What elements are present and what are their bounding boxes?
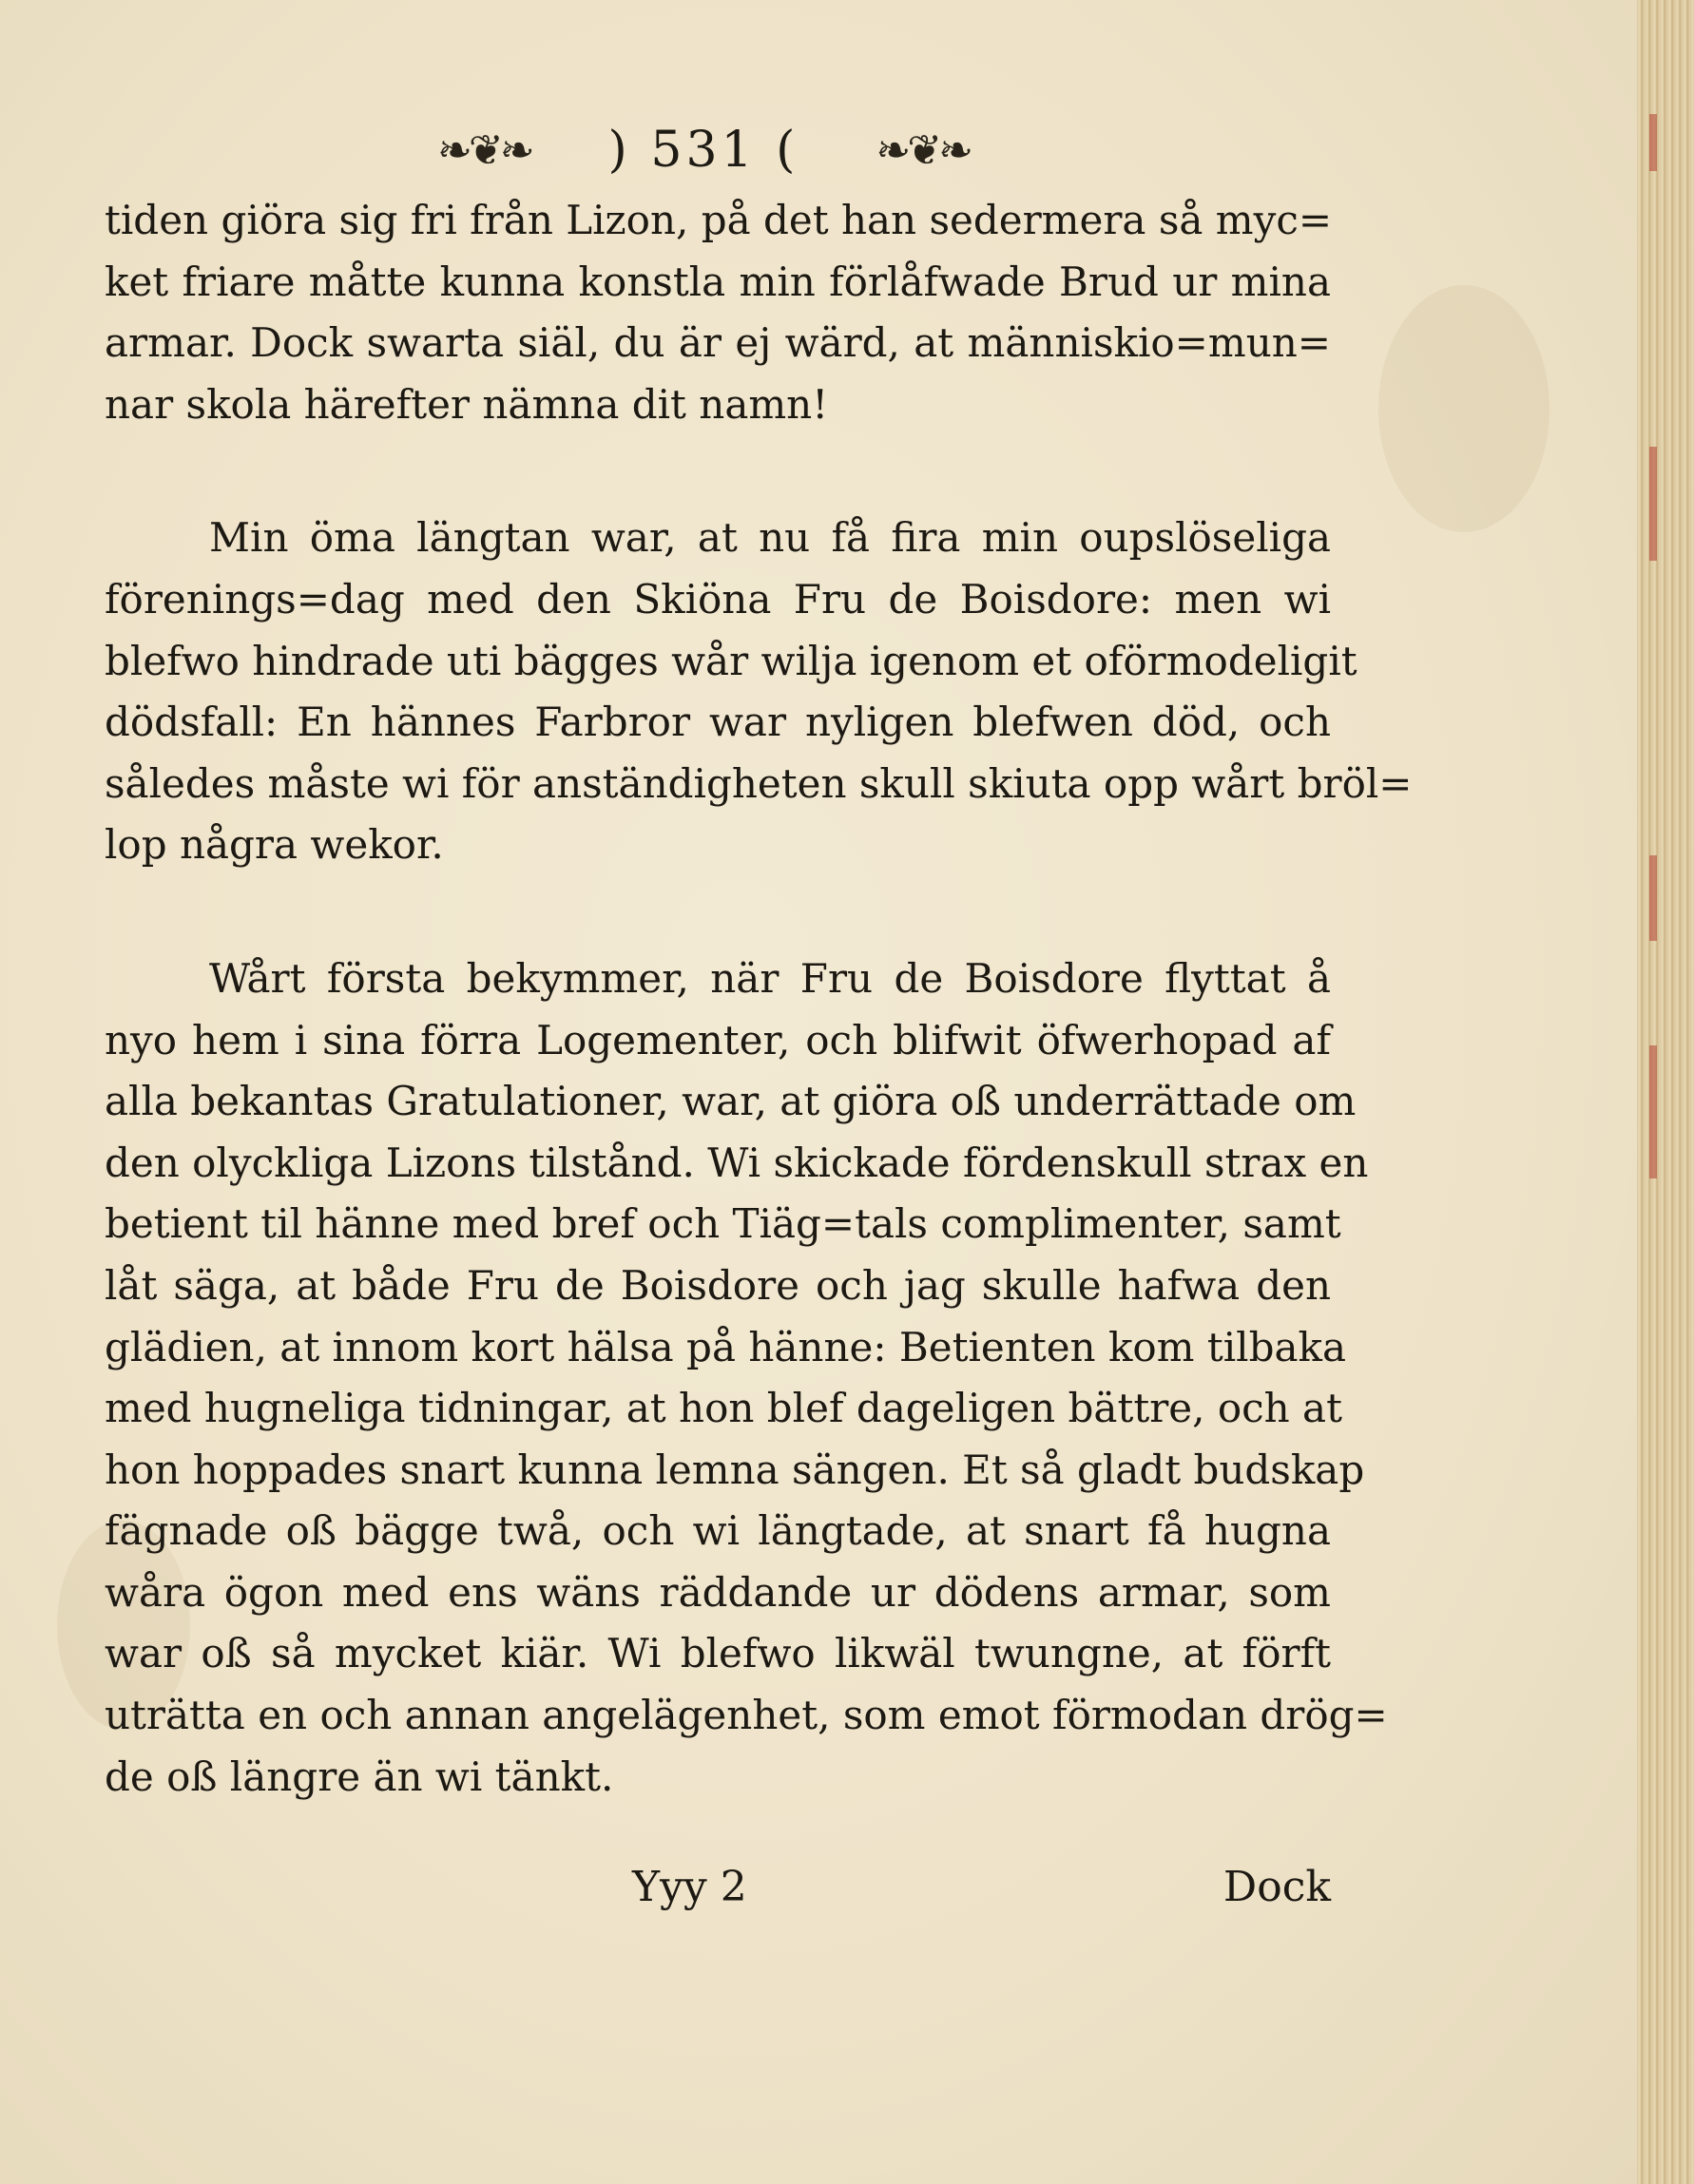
catchword: Dock — [1222, 1863, 1331, 1911]
paragraph — [105, 508, 1413, 876]
text-line: med hugneliga tidningar, at hon blef dageligen bättre, och at — [105, 1385, 1342, 1432]
text-line: alla bekantas Gratulationer, war, at giöra oß underrättade om — [105, 1078, 1357, 1125]
page-edge — [1637, 0, 1694, 2184]
text-line: nyo hem i sina förra Logementer, och blifwit öfwerhopad af — [105, 1016, 1331, 1063]
paragraph — [105, 190, 1331, 435]
edge-mark — [1649, 114, 1657, 171]
text-line: blefwo hindrade uti bägges wår wilja igenom et oförmodeligit — [105, 637, 1357, 684]
page-footer — [105, 1863, 1331, 1929]
text-line: wåra ögon med ens wäns räddande ur dödens armar, som — [105, 1568, 1331, 1616]
edge-mark — [1649, 855, 1657, 941]
edge-mark — [1649, 447, 1657, 561]
signature-mark: Yyy 2 — [632, 1863, 747, 1911]
text-line: armar. Dock swarta siäl, du är ej wärd, at människio=mun= — [105, 319, 1331, 367]
paragraph — [105, 948, 1388, 1808]
text-line: glädien, at innom kort hälsa på hänne: Betienten kom tilbaka — [105, 1323, 1347, 1370]
text-line: Min öma längtan war, at nu få fira min oupslöseliga — [209, 514, 1331, 562]
page-number: ) 531 ( — [607, 122, 799, 179]
text-line: lop några wekor. — [105, 821, 444, 869]
text-line: nar skola härefter nämna dit namn! — [105, 380, 829, 428]
text-line: Wårt första bekymmer, när Fru de Boisdore flyttat å — [209, 954, 1331, 1002]
page-header — [437, 112, 970, 188]
text-line: uträtta en och annan angelägenhet, som emot förmodan drög= — [105, 1692, 1388, 1739]
text-line: tiden giöra sig fri från Lizon, på det han sedermera så myc= — [105, 197, 1333, 243]
body-text — [105, 190, 1413, 1808]
text-line: ket friare måtte kunna konstla min förlåfwade Brud ur mina — [105, 258, 1331, 305]
header-ornament-right: ❧❦❧ — [876, 125, 970, 175]
edge-mark — [1649, 1045, 1657, 1178]
text-line: betient til hänne med bref och Tiäg=tals complimenter, samt — [105, 1200, 1341, 1248]
text-line: den olyckliga Lizons tilstånd. Wi skickade fördenskull strax en — [105, 1139, 1369, 1186]
header-ornament-left: ❧❦❧ — [437, 125, 531, 175]
text-line: fägnade oß bägge twå, och wi längtade, at snart få hugna — [105, 1507, 1331, 1555]
text-line: war oß så mycket kiär. Wi blefwo likwäl twungne, at förft — [105, 1630, 1331, 1677]
text-line: förenings=dag med den Skiöna Fru de Boisdore: men wi — [105, 575, 1331, 623]
paper-stain — [1378, 285, 1550, 532]
text-line: de oß längre än wi tänkt. — [105, 1753, 614, 1800]
text-line: således måste wi för anständigheten skull skiuta opp wårt bröl= — [105, 759, 1413, 807]
text-line: låt säga, at både Fru de Boisdore och jag skulle hafwa den — [105, 1261, 1331, 1309]
text-line: dödsfall: En hännes Farbror war nyligen blefwen död, och — [105, 699, 1331, 746]
text-line: hon hoppades snart kunna lemna sängen. Et så gladt budskap — [105, 1446, 1365, 1493]
